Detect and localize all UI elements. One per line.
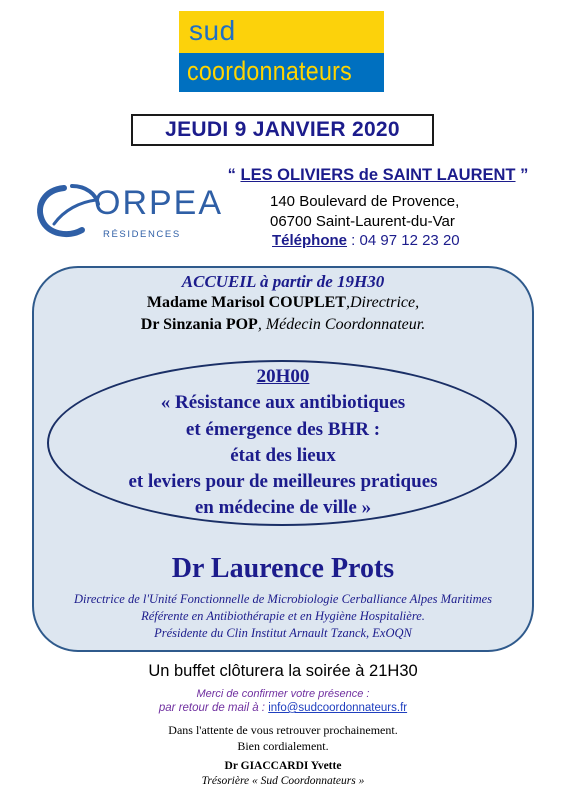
host2-name: Dr Sinzania POP (140, 316, 258, 333)
talk-title-line-1: « Résistance aux antibiotiques (160, 392, 406, 413)
event-date: JEUDI 9 JANVIER 2020 (165, 118, 400, 141)
talk-title-line-5: en médecine de ville » (194, 497, 372, 518)
event-date-box (131, 114, 434, 146)
buffet-note: Un buffet clôturera la soirée à 21H30 (148, 662, 418, 680)
address-line-1: 140 Boulevard de Provence, (270, 193, 460, 210)
talk-title-line-2: et émergence des BHR : (185, 419, 381, 440)
logo-word-sud: sud (189, 15, 236, 46)
phone-line (272, 232, 460, 249)
speaker-role-3: Présidente du Clin Institut Arnault Tzanck, ExOQN (154, 626, 412, 640)
confirm-line-2 (0, 702, 566, 714)
phone-label: Téléphone (272, 232, 348, 249)
confirm-prefix: par retour de mail à : (158, 702, 269, 714)
signature-name: Dr GIACCARDI Yvette (224, 760, 342, 772)
speaker-role-2: Référente en Antibiothérapie et en Hygiène Hospitalière. (141, 609, 425, 623)
speaker-name: Dr Laurence Prots (171, 553, 395, 584)
logo-yellow-band (179, 11, 384, 53)
host1-role: ,Directrice, (345, 294, 420, 311)
confirm-line-1: Merci de confirmer votre présence : (196, 688, 370, 700)
talk-title-line-3: état des lieux (230, 445, 336, 466)
logo-word-coordonnateurs: coordonnateurs (187, 56, 352, 86)
speaker-role-1: Directrice de l'Unité Fonctionnelle de Microbiologie Cerballiance Alpes Maritimes (73, 592, 493, 606)
phone-separator: : (347, 232, 360, 249)
venue-name: LES OLIVIERS de SAINT LAURENT (240, 166, 516, 184)
address-line-2: 06700 Saint-Laurent-du-Var (270, 213, 455, 230)
signature-title: Trésorière « Sud Coordonnateurs » (201, 775, 365, 787)
sud-coordonnateurs-logo (179, 11, 384, 92)
host1-name: Madame Marisol COUPLET (146, 294, 346, 311)
talk-time: 20H00 (256, 366, 310, 387)
closing-line-2: Bien cordialement. (237, 739, 329, 753)
host-line-1 (40, 294, 526, 312)
host2-role: , Médecin Coordonnateur. (257, 316, 426, 333)
quote-close: ” (520, 166, 529, 184)
phone-number: 04 97 12 23 20 (359, 232, 460, 249)
venue-title (220, 166, 536, 185)
orpea-name: ORPEA (94, 184, 224, 222)
email-link[interactable]: info@sudcoordonnateurs.fr (268, 702, 408, 714)
orpea-logo (34, 180, 224, 244)
host-line-2 (40, 316, 526, 334)
orpea-subtitle: RÉSIDENCES (103, 229, 181, 240)
welcome-title: ACCUEIL à partir de 19H30 (181, 272, 385, 291)
closing-line-1: Dans l'attente de vous retrouver prochainement. (168, 723, 398, 737)
logo-blue-band (179, 53, 384, 92)
talk-title-line-4: et leviers pour de meilleures pratiques (128, 471, 438, 492)
quote-open: “ (227, 166, 236, 184)
